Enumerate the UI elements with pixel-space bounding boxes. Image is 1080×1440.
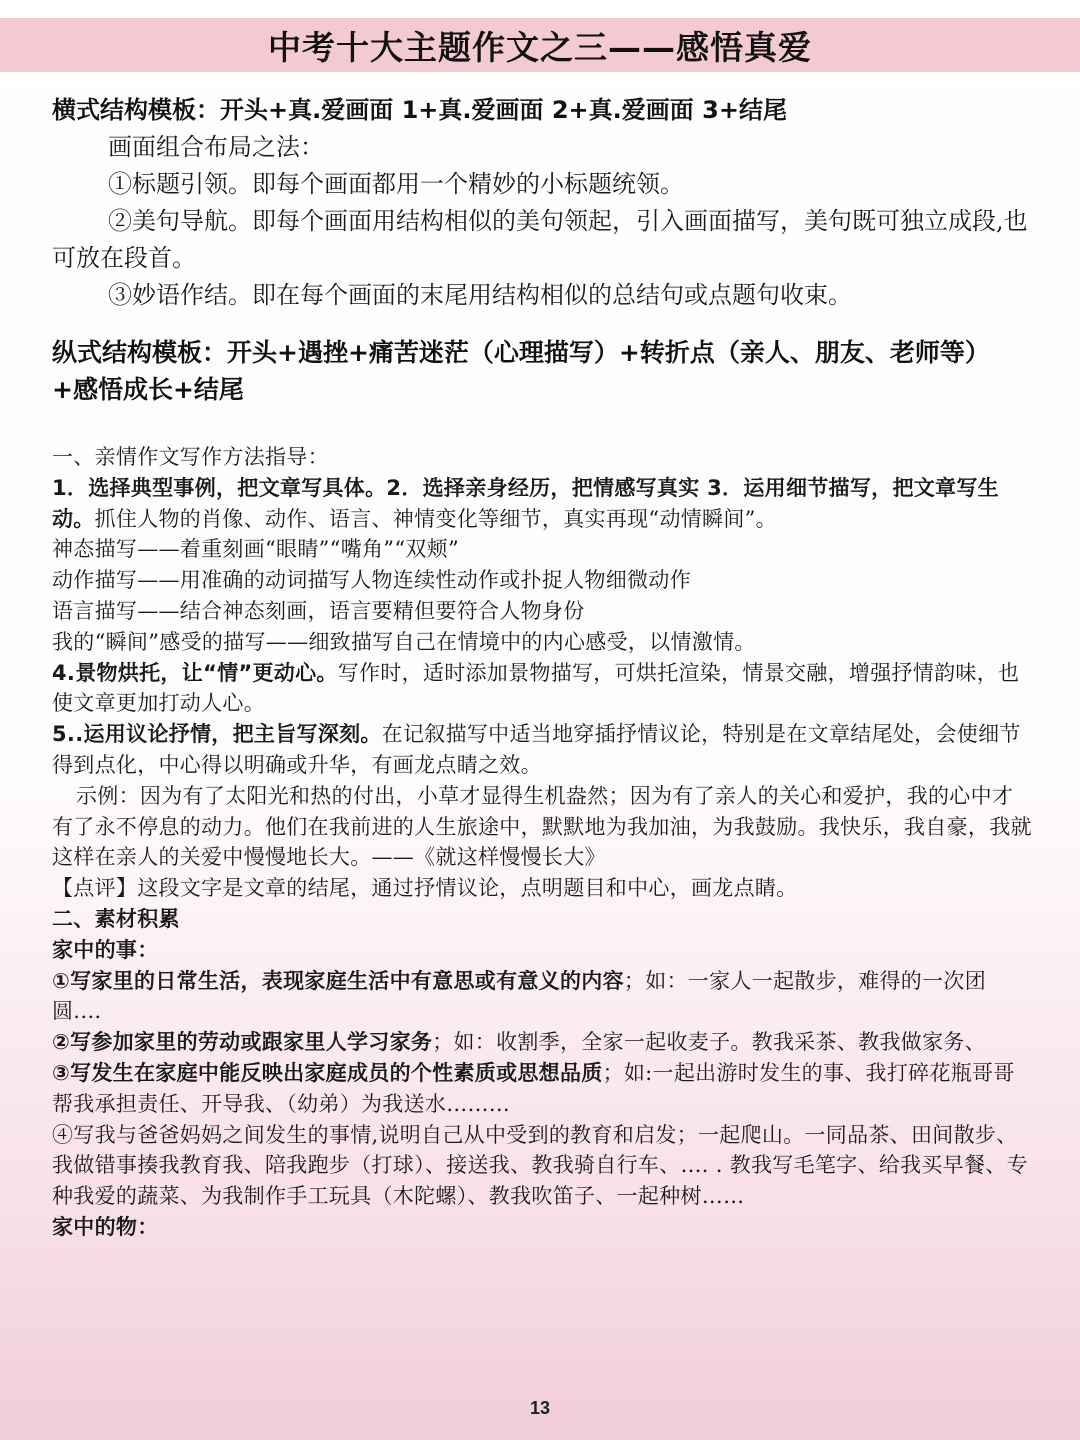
material-item-text: ；如：收割季，全家一起收麦子。教我采茶、教我做家务、: [432, 1030, 986, 1055]
guide-point-bold: 5..运用议论抒情，把主旨写深刻。: [52, 722, 382, 747]
material-item: [52, 1027, 1032, 1058]
guide-point-text: 在记叙描写中适当地穿插抒情议论，特别是在文章结尾处，会使细节得到点化，中心得以明确或升华，有画龙点睛之效。: [52, 722, 1021, 777]
vertical-heading: 纵式结构模板：开头+遇挫+痛苦迷茫（心理描写）+转折点（亲人、朋友、老师等）+感悟成长+结尾: [52, 338, 990, 404]
material-item-bold: ②写参加家里的劳动或跟家里人学习家务: [52, 1030, 433, 1055]
material-item-bold: ③写发生在家庭中能反映出家庭成员的个性素质或思想品质: [52, 1060, 603, 1085]
detail-line: 语言描写——结合神态刻画，语言要精但要符合人物身份: [52, 598, 585, 623]
title-band: [0, 18, 1080, 72]
example-paragraph: 示例：因为有了太阳光和热的付出，小草才显得生机盎然；因为有了亲人的关心和爱护，我的心中才有了永不停息的动力。他们在我前进的人生旅途中，默默地为我加油，为我鼓励。我快乐，我自豪，我就这样在亲人的关爱中慢慢地长大。——《就这样慢慢长大》: [52, 783, 1032, 870]
detail-line: 动作描写——用准确的动词描写人物连续性动作或扑捉人物细微动作: [52, 568, 691, 593]
guide-point-bold: 1．选择典型事例，把文章写具体。2．选择亲身经历，把情感写真实 3．运用细节描写，把文章写生动。: [52, 475, 999, 531]
layout-method-subheading: 画面组合布局之法：: [108, 133, 324, 161]
writing-guide-section: [52, 442, 1032, 1243]
material-item: [52, 1058, 1032, 1120]
section-title: 一、亲情作文写作方法指导：: [52, 445, 329, 469]
material-item: ④写我与爸爸妈妈之间发生的事情,说明自己从中受到的教育和启发；一起爬山。一同品茶、田间散步、我做错事揍我教育我、陪我跑步（打球）、接送我、教我骑自行车、…. . 教我写毛笔字、给我买早餐、专种我爱的蔬菜、为我制作手工玩具（木陀螺）、教我吹笛子、一起种树……: [52, 1122, 1028, 1209]
guide-paragraph: [52, 719, 1032, 781]
horizontal-structure-section: [52, 92, 1032, 314]
page-title: 中考十大主题作文之三——感悟真爱: [268, 27, 812, 67]
comment-paragraph: 【点评】这段文字是文章的结尾，通过抒情议论，点明题目和中心，画龙点睛。: [52, 876, 798, 901]
page-number: 13: [529, 1398, 551, 1418]
guide-point-text: 抓住人物的肖像、动作、语言、神情变化等细节，真实再现“动情瞬间”。: [94, 506, 777, 531]
guide-paragraph: [52, 473, 1032, 535]
guide-point-text: 写作时，适时添加景物描写，可烘托渲染，情景交融，增强抒情韵味，也使文章更加打动人心。: [52, 660, 1020, 716]
method-item: ①标题引领。即每个画面都用一个精妙的小标题统领。: [108, 170, 684, 198]
guide-point-bold: 4.景物烘托，让“情”更动心。: [52, 660, 338, 685]
method-item: ②美句导航。即每个画面用结构相似的美句领起，引入画面描写，美句既可独立成段,也可放在段首。: [52, 207, 1028, 272]
guide-paragraph: [52, 658, 1032, 720]
material-item: [52, 966, 1032, 1028]
method-item: ③妙语作结。即在每个画面的末尾用结构相似的总结句或点题句收束。: [108, 281, 852, 309]
subsection-title: [52, 935, 1032, 966]
material-item-text: ；如:一起出游时发生的事、我打碎花瓶哥哥帮我承担责任、开导我、（幼弟）为我送水………: [52, 1060, 1015, 1116]
detail-line: 我的“瞬间”感受的描写——细致描写自己在情境中的内心感受，以情激情。: [52, 629, 756, 654]
material-item-text: ；如：一家人一起散步，难得的一次团圆.…: [52, 968, 986, 1024]
home-events-title: 家中的事：: [52, 937, 159, 962]
document-body: [52, 92, 1032, 1243]
horizontal-heading: 横式结构模板：开头+真.爱画面 1+真.爱画面 2+真.爱画面 3+结尾: [52, 96, 787, 124]
detail-line: 神态描写——着重刻画“眼睛”“嘴角”“双颊”: [52, 537, 460, 562]
subsection-title: [52, 1212, 1032, 1243]
home-things-title: 家中的物：: [52, 1214, 159, 1239]
material-item-bold: ①写家里的日常生活，表现家庭生活中有意思或有意义的内容: [52, 968, 624, 993]
section-title: [52, 904, 1032, 935]
section2-title: 二、素材积累: [52, 906, 180, 931]
